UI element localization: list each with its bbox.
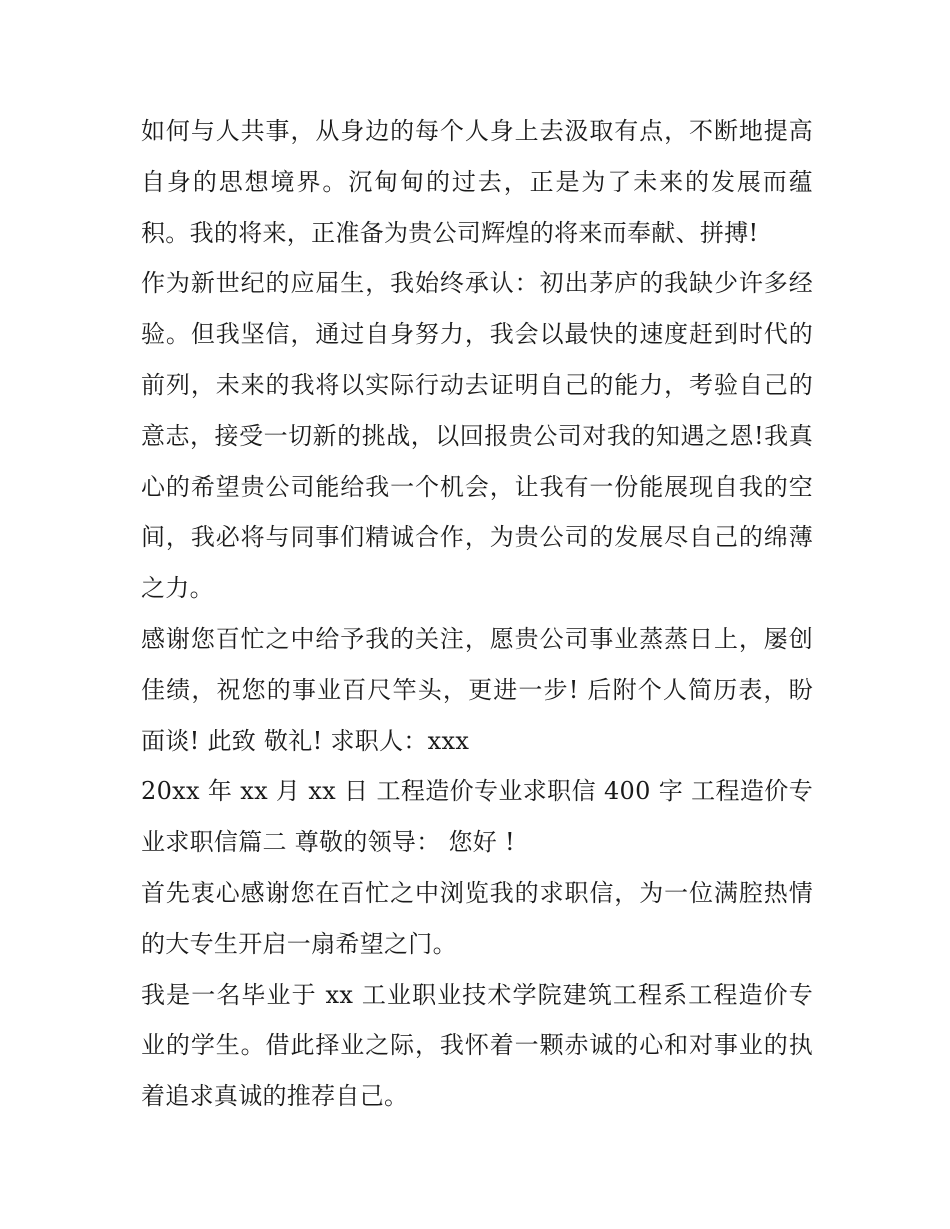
letter-body (141, 106, 813, 1122)
paragraph-1: 如何与人共事，从身边的每个人身上去汲取有点，不断地提高自身的思想境界。沉甸甸的过去，正是为了未来的发展而蕴积。我的将来，正准备为贵公司辉煌的将来而奉献、拼搏! (141, 117, 813, 247)
paragraph-4: 20xx 年 xx 月 xx 日 工程造价专业求职信 400 字 工程造价专业求职信篇二 尊敬的领导： 您好 ! (141, 777, 813, 857)
paragraph-5: 首先衷心感谢您在百忙之中浏览我的求职信，为一位满腔热情的大专生开启一扇希望之门。 (141, 878, 813, 958)
paragraph-6: 我是一名毕业于 xx 工业职业技术学院建筑工程系工程造价专业的学生。借此择业之际，我怀着一颗赤诚的心和对事业的执着追求真诚的推荐自己。 (141, 980, 813, 1111)
paragraph-3: 感谢您百忙之中给予我的关注，愿贵公司事业蒸蒸日上，屡创佳绩，祝您的事业百尺竿头，更进一步! 后附个人简历表，盼面谈! 此致 敬礼! 求职人：xxx (141, 624, 813, 755)
paragraph-2: 作为新世纪的应届生，我始终承认：初出茅庐的我缺少许多经验。但我坚信，通过自身努力，我会以最快的速度赶到时代的前列，未来的我将以实际行动去证明自己的能力，考验自己的意志，接受一切新的挑战，以回报贵公司对我的知遇之恩!我真心的希望贵公司能给我一个机会，让我有一份能展现自我的空间，我必将与同事们精诚合作，为贵公司的发展尽自己的绵薄之力。 (141, 269, 813, 603)
